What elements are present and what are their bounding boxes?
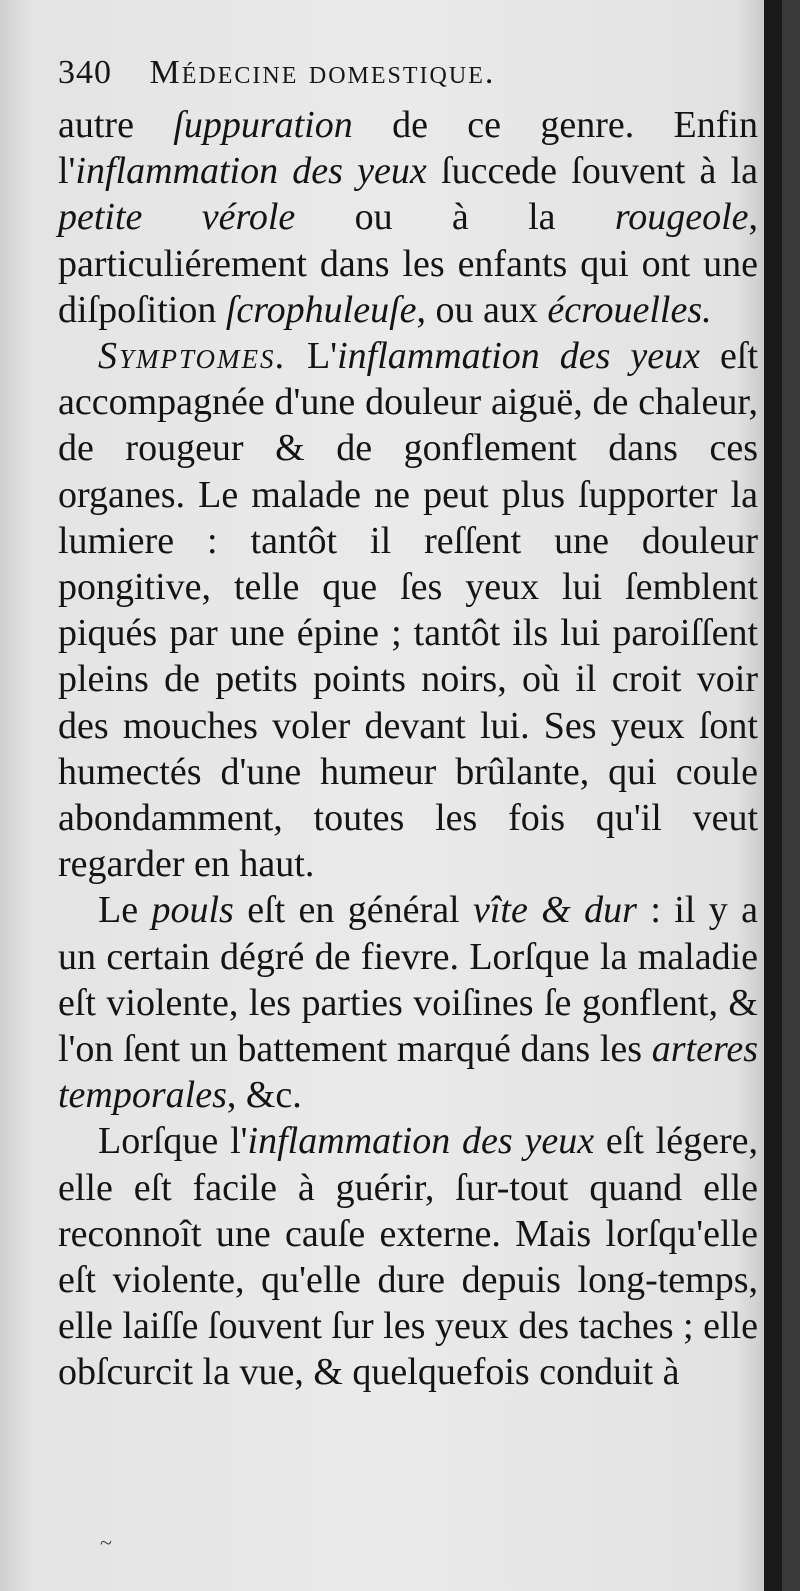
ink-smudge: ~ [100, 1530, 112, 1555]
text-run: , ou aux [416, 288, 548, 331]
italic-run: rougeole [614, 196, 749, 239]
paragraph-3 [58, 887, 758, 1118]
paragraph-1 [58, 102, 758, 333]
page-header [58, 54, 742, 104]
text-run: ſuccede ſouvent à la [426, 150, 758, 193]
italic-run: inflammation des yeux [75, 150, 427, 193]
body-text [58, 102, 758, 1396]
italic-run: ſcrophuleuſe [225, 288, 417, 331]
text-run: Le [98, 889, 152, 932]
text-run: ou à la [295, 196, 615, 239]
italic-run: arteres temporales [58, 1028, 758, 1117]
page-edge-shadow [764, 0, 782, 1591]
section-heading: Symptomes. [98, 335, 288, 378]
paragraph-4 [58, 1118, 758, 1395]
text-run: : il y a un certain dégré de fievre. Lorſque la maladie eſt violente, les parties voiſines ſe gonflent, & l'on ſent un battement marqué dans les [58, 889, 758, 1071]
text-run: eſt en général [233, 889, 473, 932]
text-run: L' [287, 335, 338, 378]
italic-run: pouls [151, 889, 234, 932]
italic-run: inflammation des yeux [337, 335, 701, 378]
text-run: eſt accompagnée d'une douleur aiguë, de chaleur, de rougeur & de gonflement dans ces organes. Le malade ne peut plus ſupporter la lumiere : tantôt il reſſent une douleur pongitive, telle que ſes yeux lui ſemblent piqués par une épine ; tantôt ils lui paroiſſent pleins de petits points noirs, où il croit voir des mouches voler devant lui. Ses yeux ſont humectés d'une humeur brûlante, qui coule abondamment, toutes les fois qu'il veut regarder en haut. [58, 335, 758, 886]
italic-run: ſuppuration [173, 104, 353, 146]
text-run: eſt légere, elle eſt facile à guérir, ſur-tout quand elle reconnoît une cauſe externe. Mais lorſqu'elle eſt violente, qu'elle dure depuis long-temps, elle laiſſe ſouvent ſur les yeux des taches ; elle obſcurcit la vue, & quelquefois conduit à [58, 1120, 758, 1394]
text-run: de ce genre. Enfin l' [58, 104, 758, 193]
paragraph-2 [58, 333, 758, 887]
text-run: , &c. [226, 1074, 302, 1117]
italic-run: inflammation des yeux [247, 1120, 595, 1163]
text-run: , particuliérement dans les enfants qui ont une diſpoſition [58, 196, 758, 331]
text-run: autre [58, 104, 174, 146]
page-number: 340 [58, 54, 112, 91]
italic-run: écrouelles. [547, 288, 712, 331]
italic-run: petite vérole [58, 196, 296, 239]
running-title: Médecine domestique. [149, 54, 496, 91]
italic-run: vîte & dur [473, 889, 637, 932]
text-run: Lorſque l' [98, 1120, 248, 1163]
